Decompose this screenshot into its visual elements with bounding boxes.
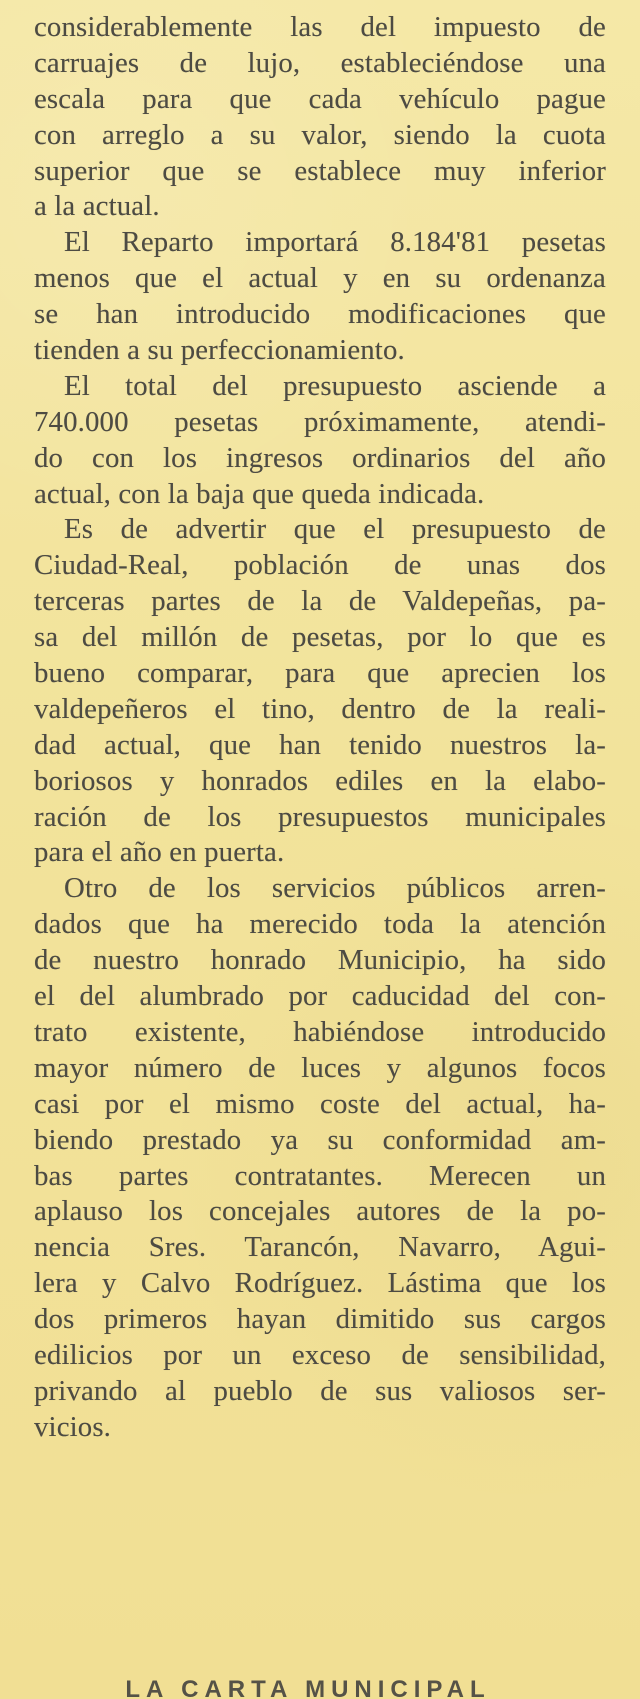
text-line: valdepeñeros el tino, dentro de la reali- <box>34 692 606 725</box>
paragraph-2 <box>34 225 606 369</box>
text-line: trato existente, habiéndose introducido <box>34 1015 606 1048</box>
text-line: superior que se establece muy inferior <box>34 154 606 187</box>
text-line: boriosos y honrados ediles en la elabo- <box>34 764 606 797</box>
text-line: se han introducido modificaciones que <box>34 298 606 331</box>
text-line: con arreglo a su valor, siendo la cuota <box>34 118 606 151</box>
text-line: dad actual, que han tenido nuestros la- <box>34 728 606 761</box>
text-line: carruajes de lujo, estableciéndose una <box>34 46 606 79</box>
text-line: dados que ha merecido toda la atención <box>34 908 606 941</box>
text-line: aplauso los concejales autores de la po- <box>34 1195 606 1228</box>
text-line: privando al pueblo de sus valiosos ser- <box>34 1374 606 1407</box>
text-line: Ciudad-Real, población de unas dos <box>34 549 606 582</box>
text-line: edilicios por un exceso de sensibilidad, <box>34 1338 606 1371</box>
paragraph-4 <box>34 512 606 871</box>
text-line: tienden a su perfeccionamiento. <box>34 334 405 367</box>
text-line: sa del millón de pesetas, por lo que es <box>34 621 606 654</box>
text-line: Es de advertir que el presupuesto de <box>64 513 606 546</box>
text-line: ración de los presupuestos municipales <box>34 800 606 833</box>
text-line: Otro de los servicios públicos arren- <box>64 872 606 905</box>
text-line: menos que el actual y en su ordenanza <box>34 262 606 295</box>
text-line: El Reparto importará 8.184'81 pesetas <box>64 226 606 259</box>
text-line: escala para que cada vehículo pague <box>34 82 606 115</box>
paragraph-1 <box>34 10 606 225</box>
text-line: terceras partes de la de Valdepeñas, pa- <box>34 585 606 618</box>
text-line: casi por el mismo coste del actual, ha- <box>34 1087 606 1120</box>
paragraph-5 <box>34 871 606 1445</box>
text-line: biendo prestado ya su conformidad am- <box>34 1123 606 1156</box>
text-line: considerablemente las del impuesto de <box>34 11 606 43</box>
text-line: vicios. <box>34 1410 112 1443</box>
article-body <box>34 10 606 1446</box>
text-line: actual, con la baja que queda indicada. <box>34 477 485 510</box>
text-line: nencia Sres. Tarancón, Navarro, Agui- <box>34 1231 606 1264</box>
text-line: a la actual. <box>34 190 160 223</box>
paragraph-3 <box>34 369 606 513</box>
text-line: bueno comparar, para que aprecien los <box>34 657 606 690</box>
text-line: para el año en puerta. <box>34 836 285 869</box>
text-line: do con los ingresos ordinarios del año <box>34 441 606 474</box>
text-line: 740.000 pesetas próximamente, atendi- <box>34 405 606 438</box>
text-line: El total del presupuesto asciende a <box>64 369 606 402</box>
text-line: de nuestro honrado Municipio, ha sido <box>34 944 606 977</box>
text-line: bas partes contratantes. Merecen un <box>34 1159 606 1192</box>
section-heading: LA CARTA MUNICIPAL <box>125 1676 491 1699</box>
text-line: lera y Calvo Rodríguez. Lástima que los <box>34 1267 606 1300</box>
text-line: dos primeros hayan dimitido sus cargos <box>34 1303 606 1336</box>
text-line: el del alumbrado por caducidad del con- <box>34 980 606 1013</box>
text-line: mayor número de luces y algunos focos <box>34 1051 606 1084</box>
